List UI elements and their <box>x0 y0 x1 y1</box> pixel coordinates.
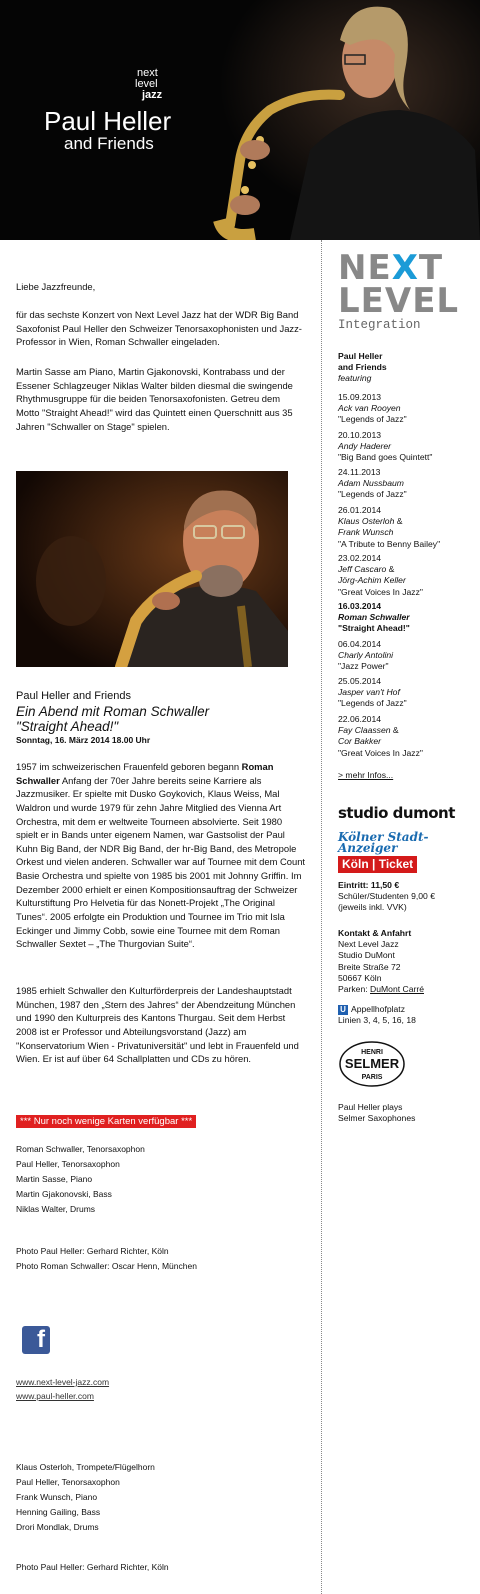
greeting: Liebe Jazzfreunde, <box>16 281 96 292</box>
logo-line-level: LEVEL <box>338 281 460 321</box>
photo-credits <box>16 1244 306 1274</box>
event-list-item <box>338 714 468 759</box>
event-title: "Big Band goes Quintett" <box>338 452 433 463</box>
column-divider <box>321 240 322 1594</box>
event-date: 15.09.2013 <box>338 392 382 402</box>
event-title: "Jazz Power" <box>338 661 389 672</box>
logo-word-level: level <box>135 78 158 90</box>
contact-line: Breite Straße 72 <box>338 961 401 972</box>
selmer-caption <box>338 1102 468 1124</box>
studio-dumont-logo: studio dumont <box>338 808 468 819</box>
admission-price: Eintritt: 11,50 € <box>338 880 400 890</box>
event-artist: Jeff Cascaro <box>338 564 387 575</box>
event-title: "A Tribute to Benny Bailey" <box>338 538 441 549</box>
biography-paragraph-2: 1985 erhielt Schwaller den Kulturförderpreis der Landeshauptstadt München, 1987 den „Stern des Jahres“ der Abendzeitung München und 1990 den Kulturpreis des Kantons Thurgau. Seit dem Herbst 2008 ist er Professor und Abteilungsvorstand (Jazz) am "Konservatorium Wien - Privatuniversität" und lebt in Frauenfeld und Wien. Er ist auf über 64 Schallplatten und CDs zu hören. <box>16 985 299 1065</box>
event-artist-separator: & <box>394 516 403 527</box>
event-list-item <box>338 639 468 673</box>
event-list-item <box>338 505 468 550</box>
contact-info <box>338 928 468 984</box>
event-artist: Fay Claassen <box>338 725 391 736</box>
next-level-integration-logo <box>338 248 460 332</box>
event-date: 26.01.2014 <box>338 505 382 515</box>
lineup-list-2 <box>16 1460 306 1535</box>
parking-info <box>338 984 468 995</box>
lineup-item: Niklas Walter, Drums <box>16 1204 96 1214</box>
event-artist: Jasper van't Hof <box>338 687 400 698</box>
logo-letter-t: T <box>418 248 444 288</box>
event-list-item <box>338 676 468 710</box>
event-list-item <box>338 392 468 426</box>
concert-photo <box>16 471 288 667</box>
event-title: "Legends of Jazz" <box>338 698 407 709</box>
event-date: 24.11.2013 <box>338 467 381 477</box>
ubahn-stop: Appellhofplatz <box>351 1004 405 1014</box>
link-paul-heller[interactable]: www.paul-heller.com <box>16 1391 94 1401</box>
event-title: "Great Voices In Jazz" <box>338 586 423 597</box>
tickets-banner: *** Nur noch wenige Karten verfügbar *** <box>16 1115 196 1128</box>
event-artist: Charly Antolini <box>338 650 394 661</box>
event-title-line-2: "Straight Ahead!" <box>16 719 119 734</box>
photo-credit-2-wrap <box>16 1560 306 1575</box>
selmer-caption-line-2: Selmer Saxophones <box>338 1113 416 1124</box>
more-info-link[interactable]: > mehr Infos... <box>338 770 394 780</box>
event-title: "Legends of Jazz" <box>338 489 407 500</box>
ubahn-info <box>338 1004 468 1026</box>
logo-letters-ne: NE <box>338 248 392 288</box>
koeln-ticket-city: Köln <box>342 857 369 871</box>
photo-credit: Photo Paul Heller: Gerhard Richter, Köln <box>16 1246 169 1256</box>
logo-word-next: next <box>137 67 158 79</box>
event-list-item <box>338 430 468 464</box>
parking-link[interactable]: DuMont Carré <box>370 984 424 994</box>
logo-word-jazz: jazz <box>142 89 163 101</box>
lineup-item: Henning Gailing, Bass <box>16 1507 101 1517</box>
series-title-line-2: and Friends <box>338 362 387 373</box>
biography-paragraph-1 <box>16 760 306 951</box>
admission-students: Schüler/Studenten 9,00 € <box>338 891 435 902</box>
event-artist-separator: & <box>386 564 395 575</box>
event-list-item-current <box>338 601 468 635</box>
event-artist: Klaus Osterloh <box>338 516 395 527</box>
ubahn-icon: U <box>338 1005 348 1015</box>
contact-line: 50667 Köln <box>338 972 382 983</box>
bio-name: Roman Schwaller <box>16 761 274 786</box>
event-date: 23.02.2014 <box>338 553 382 563</box>
more-info-wrap <box>338 770 468 781</box>
logo-letter-x: X <box>391 248 419 288</box>
contact-line: Studio DuMont <box>338 950 395 961</box>
event-title: "Great Voices In Jazz" <box>338 747 423 758</box>
lineup-item: Drori Mondlak, Drums <box>16 1522 99 1532</box>
admission-note: (jeweils inkl. VVK) <box>338 902 407 913</box>
event-title: "Straight Ahead!" <box>338 623 410 634</box>
website-links <box>16 1375 306 1403</box>
bio-body-text: Anfang der 70er Jahre bereits seine Karriere als Jazzmusiker. Er spielte mit Dusko Goykovich, Klaus Weiss, Mal Waldron und wurde 1979 für zehn Jahre Mitglied des Vienna Art Orchestra, mit dem er weltweite Tourneen absolvierte. Seit 1980 spielt er in Bands unter eigenem Namen, war Gastsolist der Paul Kuhn Big Band, der NDR Big Band, der hr-Big Band, des Metropole Orkest und vielen anderen. Schwaller war auf Tournee mit dem Count Basie Orchestra und spielte von 1985 bis 2001 mit Johnny Griffin. Im Dezember 2000 erhielt er einen Kompositionsauftrag der Schweizer Kulturstiftung Pro Helvetia für das Nonett-Projekt „The Original Tunes“. 2005 erfolgte ein Produktion und Tournee im Trio mit Isla Eckinger und Jimmy Cobb, sowie eine Tournee mit dem Roman Schwaller Sextet – „The Thurgovian Suite“. <box>16 774 306 950</box>
intro-paragraph-2: Martin Sasse am Piano, Martin Gjakonovski, Kontrabass und der Essener Schlagzeuger Niklas Walter bilden diesmal die swingende Rhythmusgruppe für die beiden Tenorsaxofonisten. Getreu dem Motto "Straight Ahead!" wird das Quintett einen Querschnitt aus 35 Jahren "Schwaller on Stage" spielen. <box>16 366 293 432</box>
koeln-ticket-separator-icon: | <box>368 857 379 871</box>
contact-title: Kontakt & Anfahrt <box>338 928 412 938</box>
admission-info <box>338 880 468 914</box>
event-artist: Roman Schwaller <box>338 612 410 623</box>
event-list-item <box>338 467 468 501</box>
lineup-list <box>16 1142 306 1217</box>
event-date: 16.03.2014 <box>338 601 382 611</box>
event-artist-2: Jörg-Achim Keller <box>338 575 406 586</box>
selmer-logo <box>338 1040 406 1088</box>
series-title-line-1: Paul Heller <box>338 351 383 361</box>
link-next-level-jazz[interactable]: www.next-level-jazz.com <box>16 1377 110 1387</box>
facebook-icon[interactable]: f <box>22 1326 50 1354</box>
event-title: "Legends of Jazz" <box>338 414 407 425</box>
event-date: 25.05.2014 <box>338 676 382 686</box>
photo-credit: Photo Roman Schwaller: Oscar Henn, München <box>16 1261 197 1271</box>
lineup-item: Martin Sasse, Piano <box>16 1174 93 1184</box>
event-series-name: Paul Heller and Friends <box>16 690 131 702</box>
saxophonist-photo <box>200 0 480 240</box>
logo-line-integration: Integration <box>338 318 421 332</box>
event-title-line-1: Ein Abend mit Roman Schwaller <box>16 704 210 719</box>
parking-label: Parken: <box>338 984 371 994</box>
header-subtitle: and Friends <box>64 134 154 153</box>
series-subtitle: featuring <box>338 373 372 383</box>
event-artist-separator: & <box>390 725 399 736</box>
event-artist-2: Cor Bakker <box>338 736 381 747</box>
lineup-item: Frank Wunsch, Piano <box>16 1492 98 1502</box>
bio-intro-text: 1957 im schweizerischen Frauenfeld geboren begann <box>16 761 242 772</box>
photo-credit: Photo Paul Heller: Gerhard Richter, Köln <box>16 1562 169 1572</box>
contact-line: Next Level Jazz <box>338 939 399 950</box>
koelner-stadt-anzeiger-logo: Kölner Stadt-Anzeiger <box>338 830 429 856</box>
event-date: Sonntag, 16. März 2014 18.00 Uhr <box>16 735 151 745</box>
event-date: 22.06.2014 <box>338 714 382 724</box>
event-date: 20.10.2013 <box>338 430 382 440</box>
lineup-item: Paul Heller, Tenorsaxophon <box>16 1477 120 1487</box>
selmer-logo-main-text: SELMER <box>344 1056 400 1071</box>
tickets-banner-wrap <box>16 1114 306 1128</box>
ubahn-lines: Linien 3, 4, 5, 16, 18 <box>338 1015 416 1026</box>
event-artist: Ack van Rooyen <box>338 403 401 414</box>
header-title: Paul Heller <box>44 106 172 136</box>
koeln-ticket-logo <box>338 856 468 873</box>
selmer-logo-bottom-text: PARIS <box>361 1074 383 1081</box>
koeln-ticket-badge <box>338 856 417 873</box>
lineup-item: Klaus Osterloh, Trompete/Flügelhorn <box>16 1462 155 1472</box>
intro-paragraph-1: für das sechste Konzert von Next Level Jazz hat der WDR Big Band Saxofonist Paul Heller den Schweizer Tenorsaxophonisten und Jazz-Professor in Wien, Roman Schwaller eingeladen. <box>16 309 302 348</box>
event-artist: Andy Haderer <box>338 441 392 452</box>
lineup-item: Roman Schwaller, Tenorsaxophon <box>16 1144 145 1154</box>
event-artist-2: Frank Wunsch <box>338 527 394 538</box>
series-title <box>338 351 468 373</box>
selmer-caption-line-1: Paul Heller plays <box>338 1102 403 1112</box>
koeln-ticket-word: Ticket <box>378 857 414 871</box>
next-level-jazz-logo <box>135 68 162 101</box>
header-banner <box>0 0 480 240</box>
event-date: 06.04.2014 <box>338 639 382 649</box>
lineup-item: Paul Heller, Tenorsaxophon <box>16 1159 120 1169</box>
lineup-item: Martin Gjakonovski, Bass <box>16 1189 112 1199</box>
event-artist: Adam Nussbaum <box>338 478 404 489</box>
selmer-logo-top-text: HENRI <box>361 1049 383 1056</box>
event-list-item <box>338 553 468 598</box>
